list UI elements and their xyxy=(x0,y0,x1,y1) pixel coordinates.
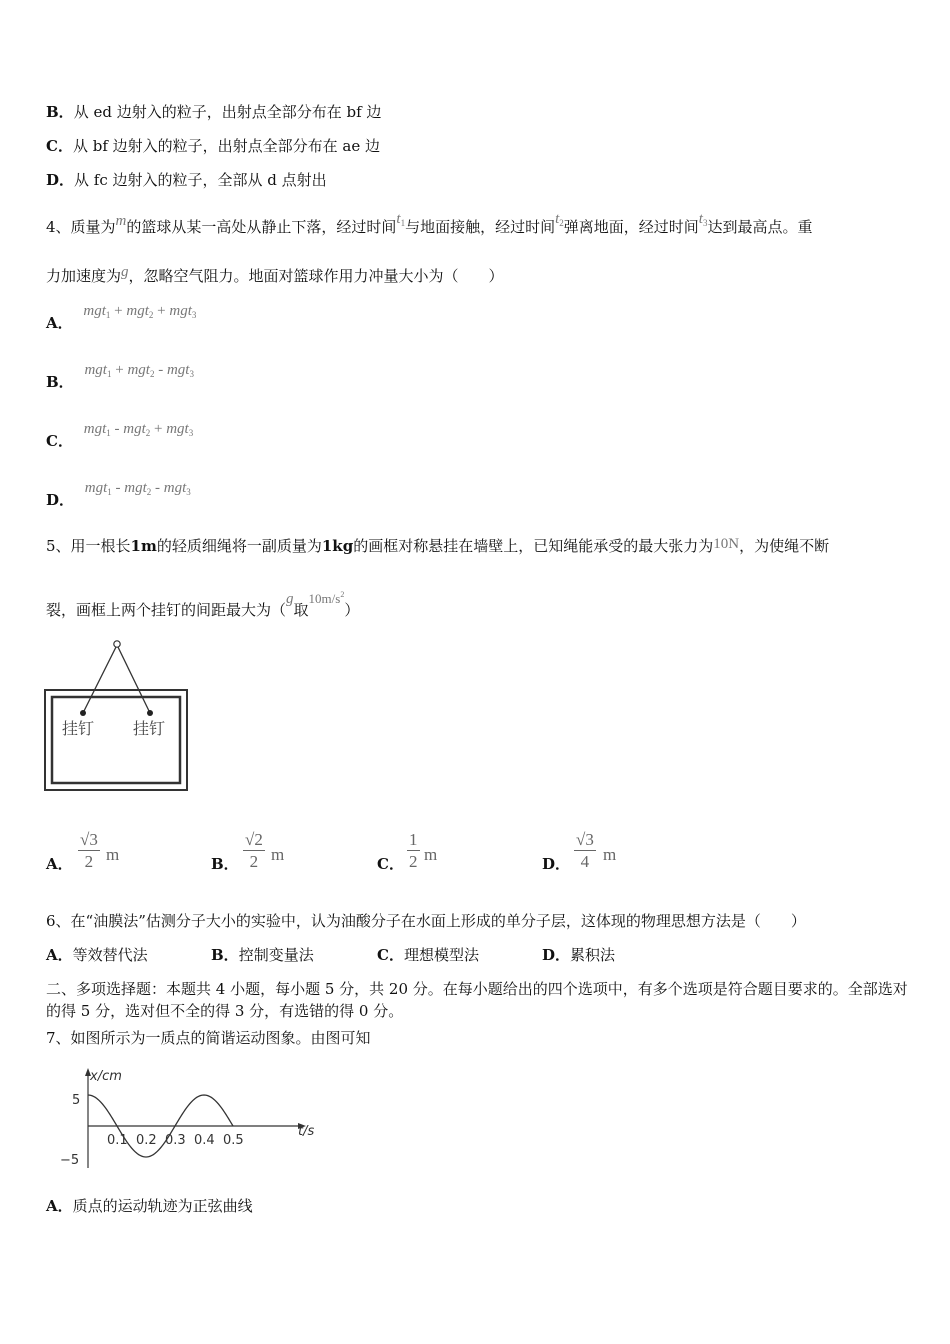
option-label: B． xyxy=(211,946,239,964)
nail-left xyxy=(80,710,86,716)
option-text: 等效替代法 xyxy=(72,946,148,964)
term: mgt xyxy=(126,303,149,319)
x-axis-label: t/s xyxy=(298,1124,315,1139)
term: mgt xyxy=(84,362,107,378)
rope-left xyxy=(83,645,117,713)
t: t xyxy=(396,211,401,227)
option-label: B． xyxy=(211,855,239,873)
option-label: D． xyxy=(542,855,571,873)
unit: m xyxy=(106,845,120,864)
option-label: C． xyxy=(46,137,73,155)
q4-option-a xyxy=(46,300,197,332)
frame-inner xyxy=(52,697,180,783)
text: 取 xyxy=(293,601,309,619)
gsup: 2 xyxy=(340,590,345,599)
option-label: A． xyxy=(46,1197,73,1215)
unit: m xyxy=(271,845,285,864)
op: + xyxy=(115,362,124,378)
expression xyxy=(85,480,191,496)
fraction-b xyxy=(243,830,265,873)
text: 的篮球从某一高处从静止下落，经过时间 xyxy=(126,218,397,236)
q6-option-b xyxy=(211,945,314,965)
op: + xyxy=(157,303,166,319)
q4-stem-line1 xyxy=(46,211,813,242)
sub: 1 xyxy=(105,310,111,320)
t: t xyxy=(698,211,703,227)
x-tick-label: 0.4 xyxy=(194,1133,215,1148)
op: - xyxy=(155,480,161,496)
op: - xyxy=(115,480,121,496)
term: mgt xyxy=(169,303,192,319)
unit: m xyxy=(603,845,617,864)
t: t xyxy=(555,211,560,227)
sub: 2 xyxy=(149,369,155,379)
text: 达到最高点。重 xyxy=(707,218,813,236)
option-label: A． xyxy=(46,314,73,332)
hook xyxy=(114,641,120,647)
option-label: B． xyxy=(46,373,74,391)
length: 1m xyxy=(130,537,157,555)
q4-option-c xyxy=(46,418,194,450)
text: 的画框对称悬挂在墙壁上，已知绳能承受的最大张力为 xyxy=(353,537,714,555)
sub: 3 xyxy=(702,218,708,228)
var-g: g xyxy=(286,591,294,607)
y-axis-label: x/cm xyxy=(90,1069,122,1084)
option-label: A． xyxy=(46,946,73,964)
tension: 10N xyxy=(713,536,740,552)
q4-option-b xyxy=(46,359,194,391)
sub: 3 xyxy=(189,369,194,379)
fraction-a xyxy=(78,830,100,873)
sub: 3 xyxy=(191,310,197,320)
x-tick-label: 0.2 xyxy=(136,1133,157,1148)
option-text: 累积法 xyxy=(570,946,616,964)
fraction-d xyxy=(574,830,596,873)
text: 与地面接触，经过时间 xyxy=(405,218,556,236)
term: mgt xyxy=(84,480,108,496)
term: mgt xyxy=(123,421,146,437)
x-tick-label: 0.3 xyxy=(165,1133,186,1148)
picture-frame-diagram xyxy=(40,636,194,796)
sub: 3 xyxy=(186,487,191,497)
sub: 2 xyxy=(559,218,564,228)
q3-option-d xyxy=(46,170,327,190)
q6-option-c xyxy=(377,945,479,965)
sub: 2 xyxy=(145,428,151,438)
fraction-c xyxy=(407,830,420,873)
denominator: 4 xyxy=(580,852,590,871)
option-label: A． xyxy=(46,855,73,873)
nail-label-left: 挂钉 xyxy=(62,719,95,738)
denominator: 2 xyxy=(249,852,259,871)
text: 弹离地面，经过时间 xyxy=(563,218,699,236)
section-2-instructions: 二、多项选择题：本题共 4 小题，每小题 5 分，共 20 分。在每小题给出的四个选项中，有多个选项是符合题目要求的。全部选对的得 5 分，选对但不全的得 3 分，有选错的得 0 分。 xyxy=(46,980,908,1020)
unit: m xyxy=(424,845,438,864)
option-label: C． xyxy=(377,946,404,964)
op: + xyxy=(153,421,163,437)
numerator: 1 xyxy=(409,830,418,849)
text: 的轻质细绳将一副质量为 xyxy=(156,537,322,555)
term: mgt xyxy=(83,421,107,437)
var-t1 xyxy=(396,211,405,227)
expression xyxy=(84,421,193,437)
var-t2 xyxy=(555,211,564,227)
option-text: 质点的运动轨迹为正弦曲线 xyxy=(72,1197,253,1215)
sub: 1 xyxy=(400,218,406,228)
denominator: 2 xyxy=(409,852,418,871)
nail-label-right: 挂钉 xyxy=(133,719,166,738)
var-g: g xyxy=(121,264,129,280)
q5-stem-line1 xyxy=(46,536,829,557)
text: ，为使绳不断 xyxy=(739,537,830,555)
expression xyxy=(84,362,193,378)
x-tick-label: 0.1 xyxy=(107,1133,128,1148)
op: + xyxy=(114,303,123,319)
sub: 2 xyxy=(146,487,152,497)
option-label: D． xyxy=(46,491,75,509)
q6-option-d xyxy=(542,945,615,965)
term: mgt xyxy=(124,480,147,496)
option-text: 从 fc 边射入的粒子，全部从 d 点射出 xyxy=(74,171,327,189)
numerator: √3 xyxy=(80,830,98,849)
g-value xyxy=(309,591,345,606)
frame-outer xyxy=(45,690,187,790)
text: ） xyxy=(344,601,360,619)
q4-option-d xyxy=(46,477,191,509)
option-label: C． xyxy=(46,432,73,450)
term: mgt xyxy=(83,303,106,319)
q3-option-b xyxy=(46,102,381,122)
q5-stem-line2 xyxy=(46,590,360,621)
option-text: 控制变量法 xyxy=(238,946,314,964)
numerator: √3 xyxy=(576,830,594,849)
y-tick-label-neg5: −5 xyxy=(60,1153,80,1168)
text: ，忽略空气阻力。地面对篮球作用力冲量大小为（ ） xyxy=(128,267,504,285)
option-label: D． xyxy=(46,171,75,189)
denominator: 2 xyxy=(84,852,94,871)
text: 裂，画框上两个挂钉的间距最大为（ xyxy=(46,601,287,619)
option-text: 理想模型法 xyxy=(403,946,479,964)
term: mgt xyxy=(163,480,187,496)
q7-option-a xyxy=(46,1196,253,1216)
x-tick-labels xyxy=(107,1133,244,1148)
sub: 1 xyxy=(107,487,112,497)
q6-option-a xyxy=(46,945,148,965)
mass: 1kg xyxy=(321,537,354,555)
y-tick-label-5: 5 xyxy=(72,1093,81,1108)
nail-right xyxy=(147,710,153,716)
term: mgt xyxy=(166,362,190,378)
gval: 10m/s xyxy=(308,591,341,606)
sub: 1 xyxy=(106,369,112,379)
var-m: m xyxy=(115,213,127,229)
q3-option-c xyxy=(46,136,380,156)
text: 力加速度为 xyxy=(46,267,122,285)
q4-stem-line2 xyxy=(46,266,504,287)
op: - xyxy=(114,421,120,437)
option-label: B． xyxy=(46,103,74,121)
text: 4、质量为 xyxy=(46,218,116,236)
term: mgt xyxy=(127,362,150,378)
op: - xyxy=(158,362,164,378)
x-tick-label: 0.5 xyxy=(223,1133,244,1148)
option-label: D． xyxy=(542,946,571,964)
rope-right xyxy=(117,645,150,713)
var-t3 xyxy=(699,211,708,227)
option-text: 从 bf 边射入的粒子，出射点全部分布在 ae 边 xyxy=(72,137,381,155)
option-label: C． xyxy=(377,855,404,873)
sub: 1 xyxy=(106,428,111,438)
term: mgt xyxy=(166,421,189,437)
option-text: 从 ed 边射入的粒子，出射点全部分布在 bf 边 xyxy=(73,103,382,121)
numerator: √2 xyxy=(245,830,263,849)
q6-stem: 6、在“油膜法”估测分子大小的实验中，认为油酸分子在水面上形成的单分子层，这体现的物理思想方法是（ ） xyxy=(46,912,806,930)
shm-graph xyxy=(50,1062,330,1177)
sub: 2 xyxy=(148,310,154,320)
sub: 3 xyxy=(188,428,194,438)
expression xyxy=(83,303,196,319)
text: 5、用一根长 xyxy=(46,537,131,555)
q7-stem: 7、如图所示为一质点的简谐运动图象。由图可知 xyxy=(46,1029,371,1047)
